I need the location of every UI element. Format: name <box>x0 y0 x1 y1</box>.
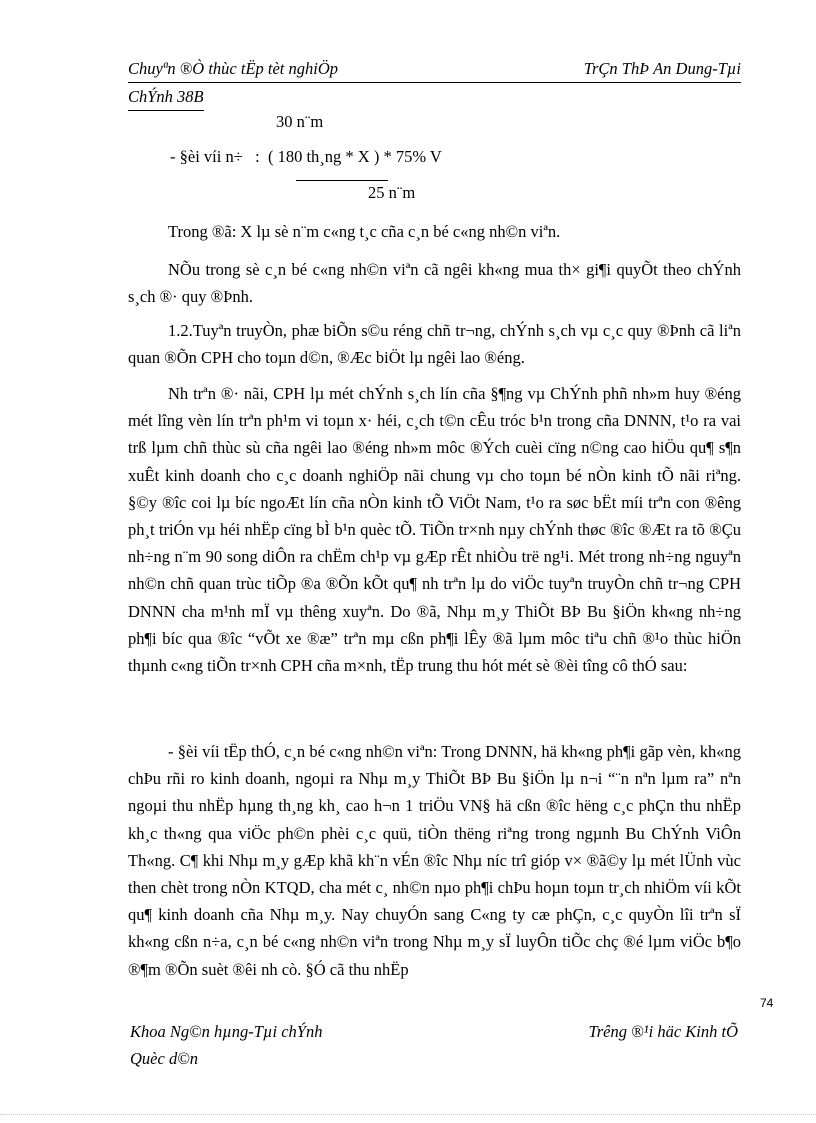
footer-university: Trêng ®¹i häc Kinh tÕ <box>588 1022 738 1041</box>
header-author: TrÇn ThÞ An Dung-Tµi <box>380 55 741 83</box>
formula-top-value: 30 n¨m <box>276 112 324 131</box>
header-title-line2: ChÝnh 38B <box>128 83 204 111</box>
formula-line: - §èi víi n÷ : ( 180 th¸ng * X ) * 75% V <box>170 147 442 166</box>
formula-bottom-value: 25 n¨m <box>368 183 416 202</box>
page-number: 74 <box>760 996 774 1010</box>
footer-dept-line2: Quèc d©n <box>130 1049 198 1068</box>
page-bottom-divider <box>0 1114 816 1115</box>
formula-fraction-bar <box>296 180 388 181</box>
header-left <box>128 55 380 111</box>
paragraph-body-main: Nh trªn ®· nãi, CPH lµ mét chÝnh s¸ch lín cña §¶ng vµ ChÝnh phñ nh»m huy ®éng mét lîng vèn lín trªn ph¹m vi toµn x· héi, c¸ch t©n cÊu tróc b¹n trong cña DNNN, t¹o ra vai trß lµm chñ thùc sù cña ngêi lao ®éng nh»m môc ®Ých cuèi cïng n©ng cao hiÖu qu¶ s¶n xuÊt kinh doanh cho c¸c doanh nghiÖp nãi chung vµ cho toµn bé nÒn kinh tÕ nãi riªng. §©y ®îc coi lµ bíc ngoÆt lín cña nÒn kinh tÕ ViÖt Nam, t¹o ra søc bËt míi trªn con ®êng ph¸t triÓn vµ héi nhËp cïng bÌ b¹n quèc tÕ. TiÕn tr×nh nµy chÝnh thøc ®îc ®Æt ra tõ ®Çu nh÷ng n¨m 90 song diÔn ra chËm ch¹p vµ gÆp rÊt nhiÒu trë ng¹i. Mét trong nh÷ng nguyªn nh©n chñ quan trùc tiÕp ®a ®Õn kÕt qu¶ nh trªn lµ do viÖc tuyªn truyÒn chñ tr¬ng CPH DNNN cha m¹nh mÏ vµ thêng xuyªn. Do ®ã, Nhµ m¸y ThiÕt BÞ Bu §iÖn kh«ng nh÷ng ph¶i bíc qua ®îc “vÕt xe ®æ” trªn mµ cßn ph¶i lÊy ®ã lµm môc tiªu chñ ®¹o thùc hiÖn thµnh c«ng tiÕn tr×nh CPH cña m×nh, tËp trung thu hót mét sè ®èi tîng cô thÓ sau: <box>128 384 741 676</box>
footer-dept-line1: Khoa Ng©n hµng-Tµi chÝnh <box>130 1022 323 1041</box>
paragraph-if: NÕu trong sè c¸n bé c«ng nh©n viªn cã ngêi kh«ng mua th× gi¶i quyÕt theo chÝnh s¸ch ®· quy ®Þnh. <box>128 260 741 307</box>
paragraph-section-heading: 1.2.Tuyªn truyÒn, phæ biÕn s©u réng chñ tr¬ng, chÝnh s¸ch vµ c¸c quy ®Þnh cã liªn quan ®Õn CPH cho toµn d©n, ®Æc biÖt lµ ngêi lao ®éng. <box>128 321 741 368</box>
paragraph-body-staff: - §èi víi tËp thÓ, c¸n bé c«ng nh©n viªn: Trong DNNN, hä kh«ng ph¶i gãp vèn, kh«ng chÞu rñi ro kinh doanh, ngoµi ra Nhµ m¸y ThiÕt BÞ Bu §iÖn lµ n¬i “¨n nªn lµm ra” nªn ngoµi thu nhËp hµng th¸ng kh¸ cao h¬n 1 triÖu VN§ hä cßn ®îc hëng c¸c phÇn thu nhËp kh¸c th«ng qua viÖc ph©n phèi c¸c quü, tiÒn thëng riªng trong ngµnh Bu ChÝnh ViÔn Th«ng. C¶ khi Nhµ m¸y gÆp khã kh¨n vÉn ®îc Nhµ níc trî gióp v× ®ã©y lµ mét lÜnh vùc then chèt trong nÒn KTQD, cha mét c¸ nh©n nµo ph¶i chÞu hoµn toµn tr¸ch nhiÖm víi kÕt qu¶ kinh doanh cña Nhµ m¸y. Nay chuyÓn sang C«ng ty cæ phÇn, c¸c quyÒn lîi trªn sÏ kh«ng cßn n÷a, c¸n bé c«ng nh©n viªn trong Nhµ m¸y sÏ luyÔn tiÕc chç ®é lµm viÖc b¶o ®¶m ®Õn suèt ®êi nh cò. §Ó cã thu nhËp <box>128 742 741 979</box>
paragraph-where: Trong ®ã: X lµ sè n¨m c«ng t¸c cña c¸n bé c«ng nh©n viªn. <box>168 222 561 241</box>
header-title-line1: Chuyªn ®Ò thùc tËp tèt nghiÖp <box>128 55 380 83</box>
footer-left <box>130 1018 322 1072</box>
